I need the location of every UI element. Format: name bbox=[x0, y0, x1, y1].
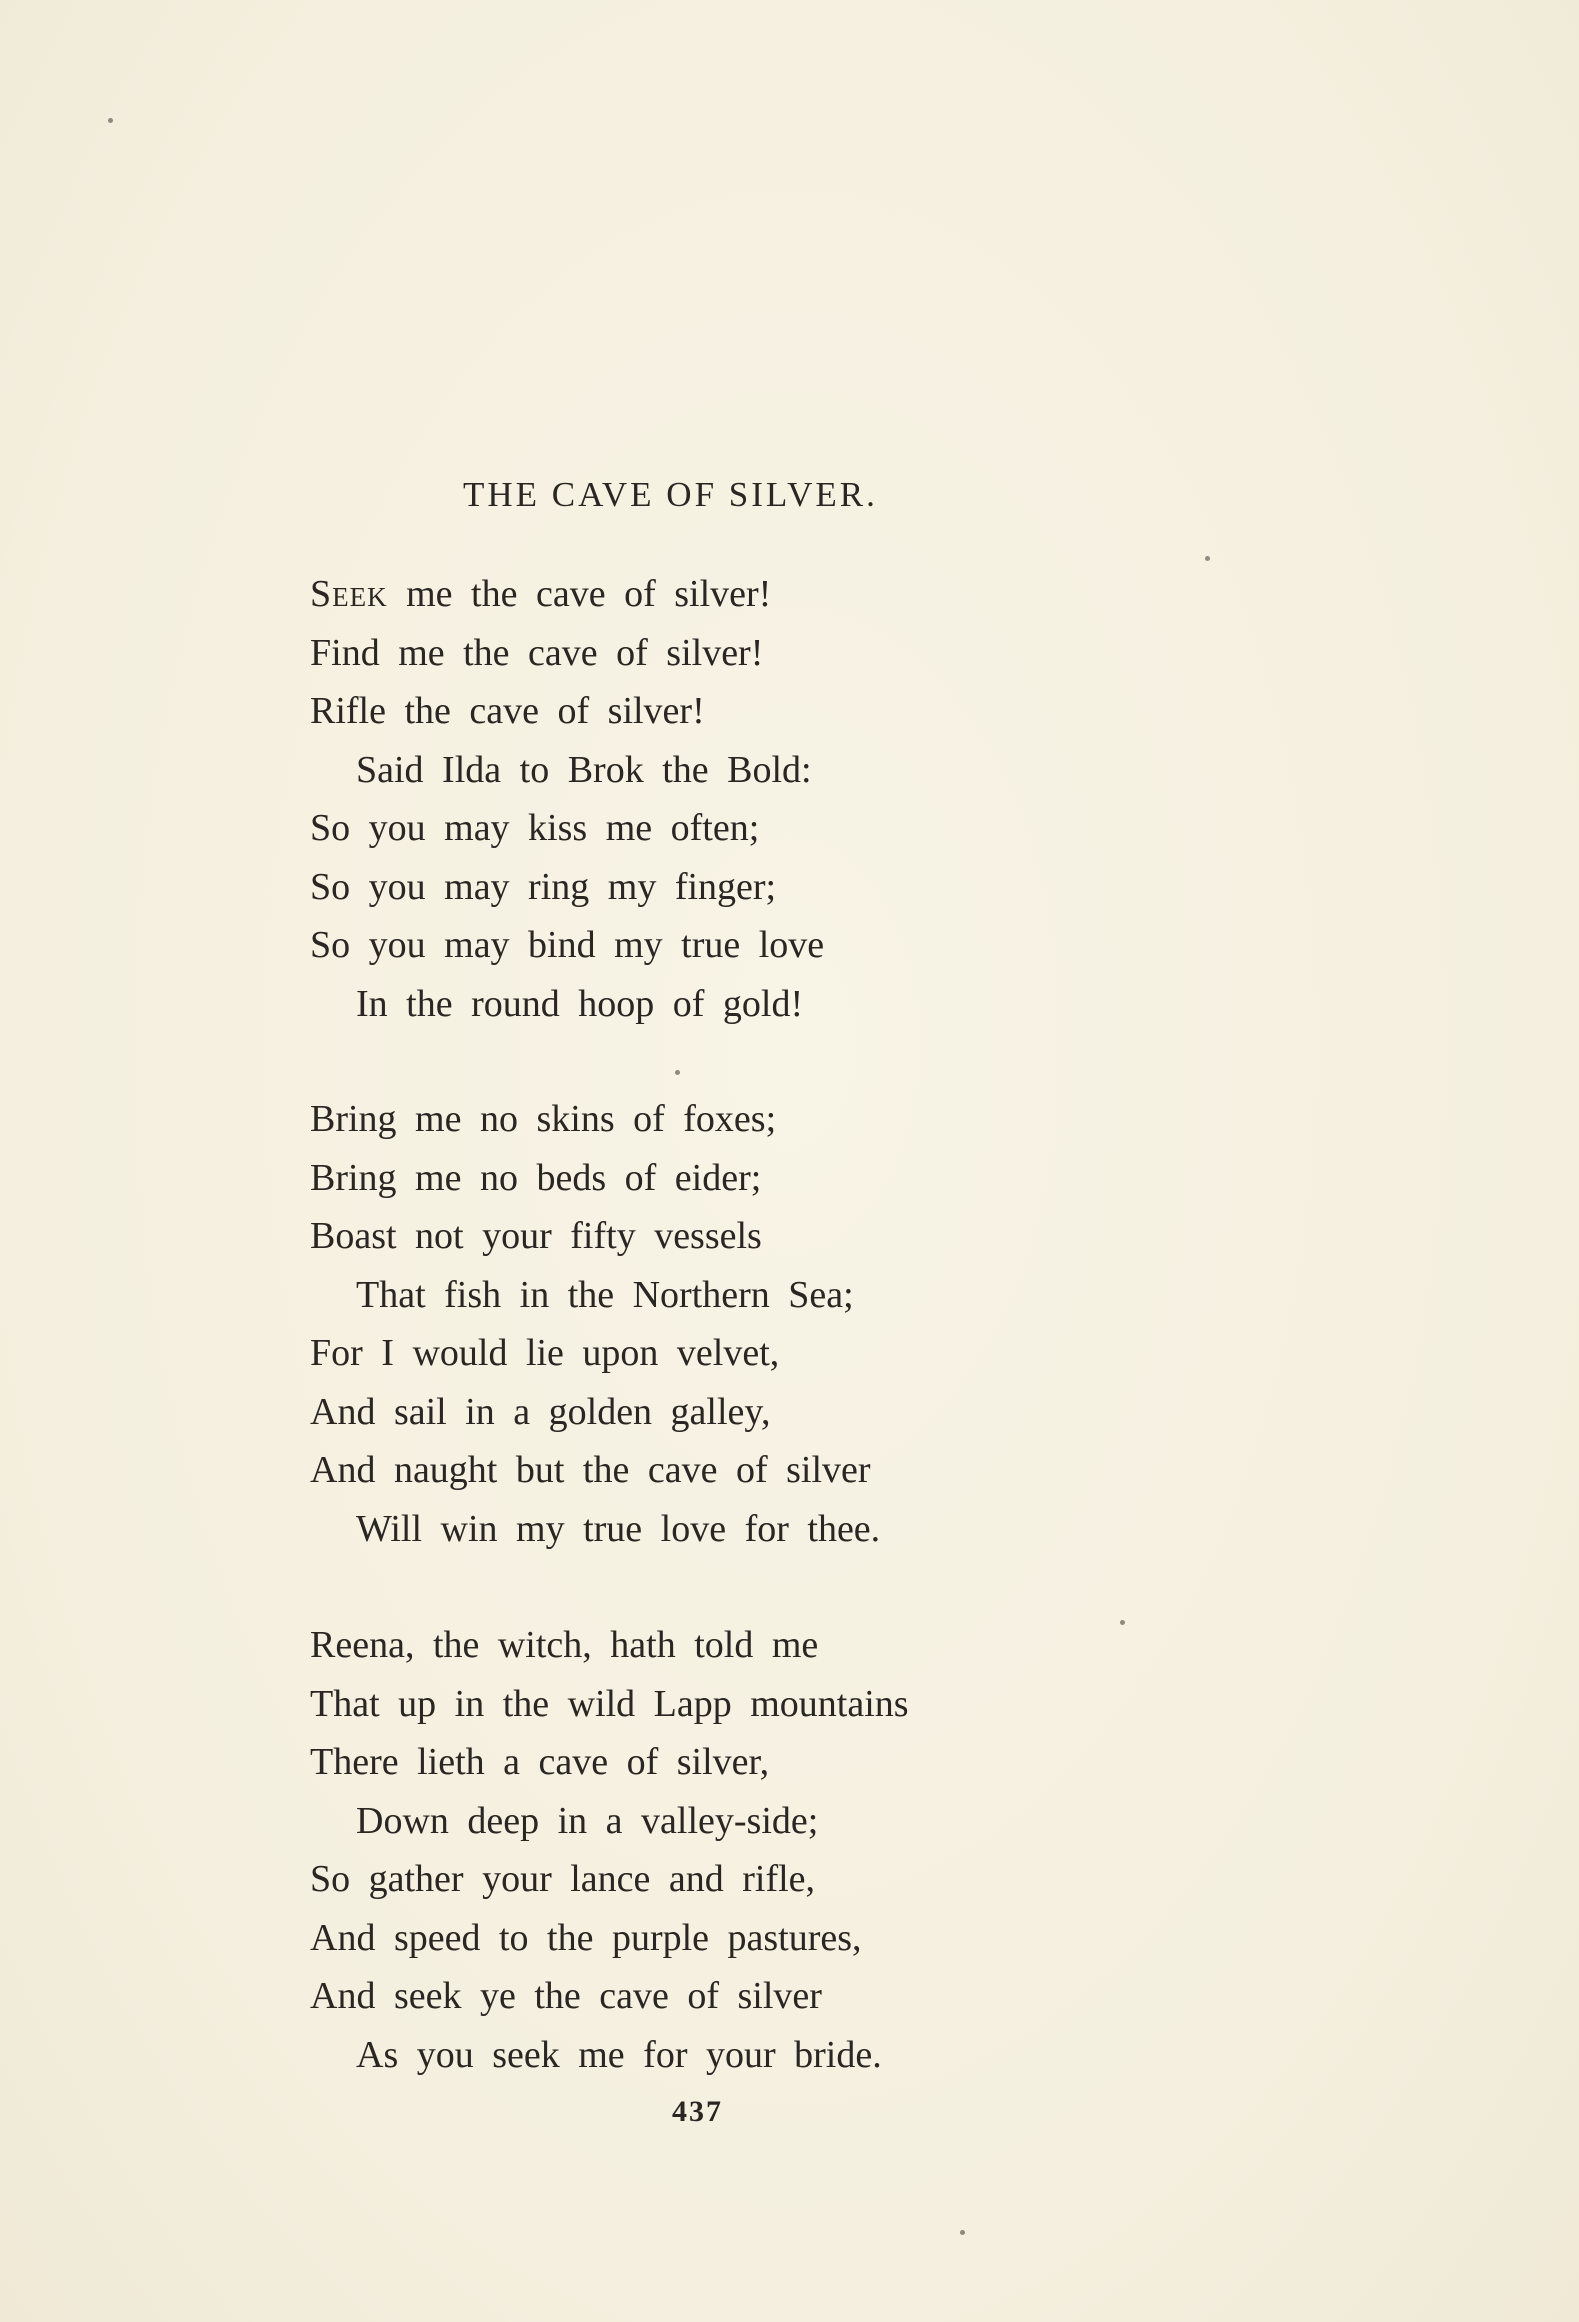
poem-line: Find me the cave of silver! bbox=[310, 631, 764, 674]
paper-speck bbox=[1205, 556, 1210, 561]
paper-speck bbox=[108, 118, 113, 123]
first-word-small-caps: Seek bbox=[310, 573, 388, 615]
poem-line: That up in the wild Lapp mountains bbox=[310, 1682, 909, 1725]
poem-line-indented: Will win my true love for thee. bbox=[356, 1507, 881, 1550]
poem-line: So you may kiss me often; bbox=[310, 807, 760, 849]
poem-line-indented: In the round hoop of gold! bbox=[356, 982, 804, 1025]
poem-line: And seek ye the cave of silver bbox=[310, 1975, 822, 2017]
stanza-3 bbox=[310, 1616, 909, 2084]
poem-line: So you may ring my finger; bbox=[310, 865, 777, 908]
poem-line: Reena, the witch, hath told me bbox=[310, 1624, 819, 1666]
poem-line-indented: As you seek me for your bride. bbox=[356, 2033, 882, 2076]
poem-line: And speed to the purple pastures, bbox=[310, 1916, 862, 1959]
poem-line: Bring me no beds of eider; bbox=[310, 1156, 762, 1199]
poem-line: Boast not your fifty vessels bbox=[310, 1215, 762, 1257]
poem-line: So you may bind my true love bbox=[310, 924, 825, 966]
stanza-1 bbox=[310, 565, 824, 1033]
poem-line: And sail in a golden galley, bbox=[310, 1390, 771, 1433]
poem-line: For I would lie upon velvet, bbox=[310, 1332, 780, 1374]
paper-speck bbox=[960, 2230, 965, 2235]
paper-speck bbox=[675, 1070, 680, 1075]
poem-line bbox=[310, 565, 824, 624]
poem-title: THE CAVE OF SILVER. bbox=[463, 475, 878, 514]
page-number: 437 bbox=[672, 2095, 723, 2128]
poem-line-indented: Said Ilda to Brok the Bold: bbox=[356, 748, 812, 791]
poem-line: So gather your lance and rifle, bbox=[310, 1858, 816, 1900]
poem-line: And naught but the cave of silver bbox=[310, 1449, 871, 1491]
poem-line: There lieth a cave of silver, bbox=[310, 1741, 770, 1783]
stanza-2 bbox=[310, 1090, 880, 1558]
paper-speck bbox=[1120, 1620, 1125, 1625]
poem-line: Rifle the cave of silver! bbox=[310, 690, 705, 732]
poem-line-indented: Down deep in a valley-side; bbox=[356, 1799, 819, 1842]
line-remainder: me the cave of silver! bbox=[387, 573, 772, 615]
poem-line: Bring me no skins of foxes; bbox=[310, 1098, 777, 1140]
poem-line-indented: That fish in the Northern Sea; bbox=[356, 1273, 854, 1316]
